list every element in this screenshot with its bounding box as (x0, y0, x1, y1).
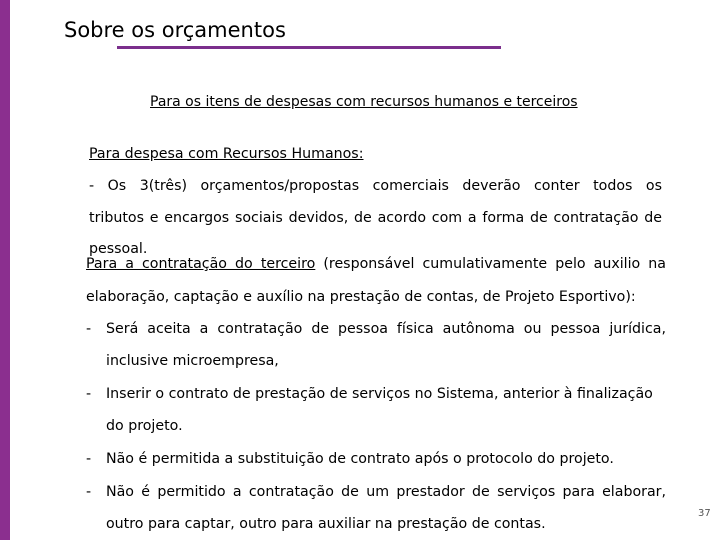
section2-line-2: elaboração, captação e auxílio na prestação de contas, de Projeto Esportivo): (86, 289, 636, 305)
section1-line-3: pessoal. (89, 241, 148, 257)
bullet-3-line-1: Não é permitida a substituição de contrato após o protocolo do projeto. (106, 451, 614, 467)
bullet-1-line-2: inclusive microempresa, (106, 353, 279, 369)
section2-heading-line (86, 256, 666, 278)
subtitle: Para os itens de despesas com recursos humanos e terceiros (150, 94, 578, 110)
bullet-dash: - (86, 321, 92, 337)
section1-line-1: - Os 3(três) orçamentos/propostas comerciais deverão conter todos os (89, 178, 662, 194)
bullet-2-line-1: Inserir o contrato de prestação de serviços no Sistema, anterior à finalização (106, 386, 653, 402)
bullet-4-line-1: Não é permitido a contratação de um prestador de serviços para elaborar, (106, 484, 666, 500)
bullet-2-line-2: do projeto. (106, 418, 183, 434)
bullet-dash: - (86, 484, 92, 500)
section1-line-2: tributos e encargos sociais devidos, de acordo com a forma de contratação de (89, 210, 662, 226)
title-underline (117, 46, 501, 49)
side-accent-bar (0, 0, 10, 540)
page-number: 37 (698, 508, 711, 519)
bullet-4-line-2: outro para captar, outro para auxiliar na prestação de contas. (106, 516, 546, 532)
page-title: Sobre os orçamentos (64, 18, 286, 42)
bullet-dash: - (86, 386, 92, 402)
section1-heading: Para despesa com Recursos Humanos: (89, 146, 364, 162)
section2-heading-rest: (responsável cumulativamente pelo auxilio na (323, 256, 666, 272)
bullet-dash: - (86, 451, 92, 467)
bullet-1-line-1: Será aceita a contratação de pessoa física autônoma ou pessoa jurídica, (106, 321, 666, 337)
section2-heading: Para a contratação do terceiro (86, 256, 316, 272)
